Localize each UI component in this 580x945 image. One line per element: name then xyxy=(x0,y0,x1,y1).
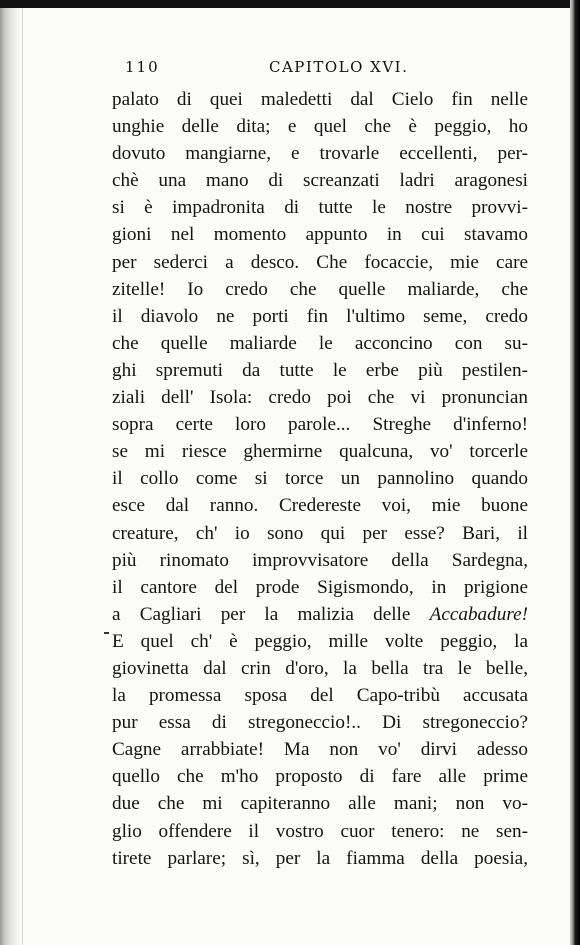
text-line: giovinetta dal crin d'oro, la bella tra le belle, xyxy=(112,657,528,679)
text-line: per sederci a desco. Che focaccie, mie care xyxy=(112,251,528,273)
text-line: quello che m'ho proposto di fare alle prime xyxy=(112,766,528,788)
text-line: palato di quei maledetti dal Cielo fin nelle xyxy=(112,89,528,110)
text-line: due che mi capiteranno alle mani; non vo- xyxy=(112,793,528,815)
text-line: esce dal ranno. Credereste voi, mie buone xyxy=(112,495,528,517)
text-line: a Cagliari per la malizia delle Accabadure! xyxy=(112,603,528,625)
scan-top-edge xyxy=(0,0,580,8)
text-line: il cantore del prode Sigismondo, in prigione xyxy=(112,576,528,598)
text-line: unghie delle dita; e quel che è peggio, ho xyxy=(112,116,528,138)
text-line: pur essa di stregoneccio!.. Di stregoneccio? xyxy=(112,712,528,734)
page-gutter-shadow xyxy=(0,8,22,945)
text-line: glio offendere il vostro cuor tenero: ne sen- xyxy=(112,820,528,842)
body-text xyxy=(112,86,528,872)
text-line: ghi spremuti da tutte le erbe più pestilen- xyxy=(112,359,528,381)
text-line: E quel ch' è peggio, mille volte peggio, la xyxy=(112,630,528,652)
text-line: più rinomato improvvisatore della Sardegna, xyxy=(112,549,528,571)
text-line: sopra certe loro parole... Streghe d'inferno! xyxy=(112,414,528,436)
text-line: tirete parlare; sì, per la fiamma della poesia, xyxy=(112,847,528,869)
text-line: chè una mano di screanzati ladri aragonesi xyxy=(112,170,528,192)
text-line: dovuto mangiarne, e trovarle eccellenti, per- xyxy=(112,143,528,165)
gutter-fold-line xyxy=(22,8,23,945)
text-line: zitelle! Io credo che quelle maliarde, che xyxy=(112,278,528,300)
text-line: la promessa sposa del Capo-tribù accusata xyxy=(112,685,528,707)
text-line: il diavolo ne porti fin l'ultimo seme, credo xyxy=(112,305,528,327)
text-line: se mi riesce ghermirne qualcuna, vo' torcerle xyxy=(112,441,528,463)
running-head xyxy=(123,58,523,84)
text-line: che quelle maliarde le acconcino con su- xyxy=(112,332,528,354)
margin-mark xyxy=(104,632,109,634)
chapter-title: CAPITOLO XVI. xyxy=(269,58,409,76)
scan-right-edge xyxy=(570,0,580,945)
italic-word: Accabadure! xyxy=(429,603,528,625)
text-line: gioni nel momento appunto in cui stavamo xyxy=(112,224,528,246)
text-line: ziali dell' Isola: credo poi che vi pronuncian xyxy=(112,387,528,409)
text-line: creature, ch' io sono qui per esse? Bari, il xyxy=(112,522,528,544)
text-line: Cagne arrabbiate! Ma non vo' dirvi adesso xyxy=(112,739,528,761)
text-line: il collo come si torce un pannolino quando xyxy=(112,468,528,490)
text-line: si è impadronita di tutte le nostre provvi- xyxy=(112,197,528,219)
page-number: 110 xyxy=(125,58,160,76)
